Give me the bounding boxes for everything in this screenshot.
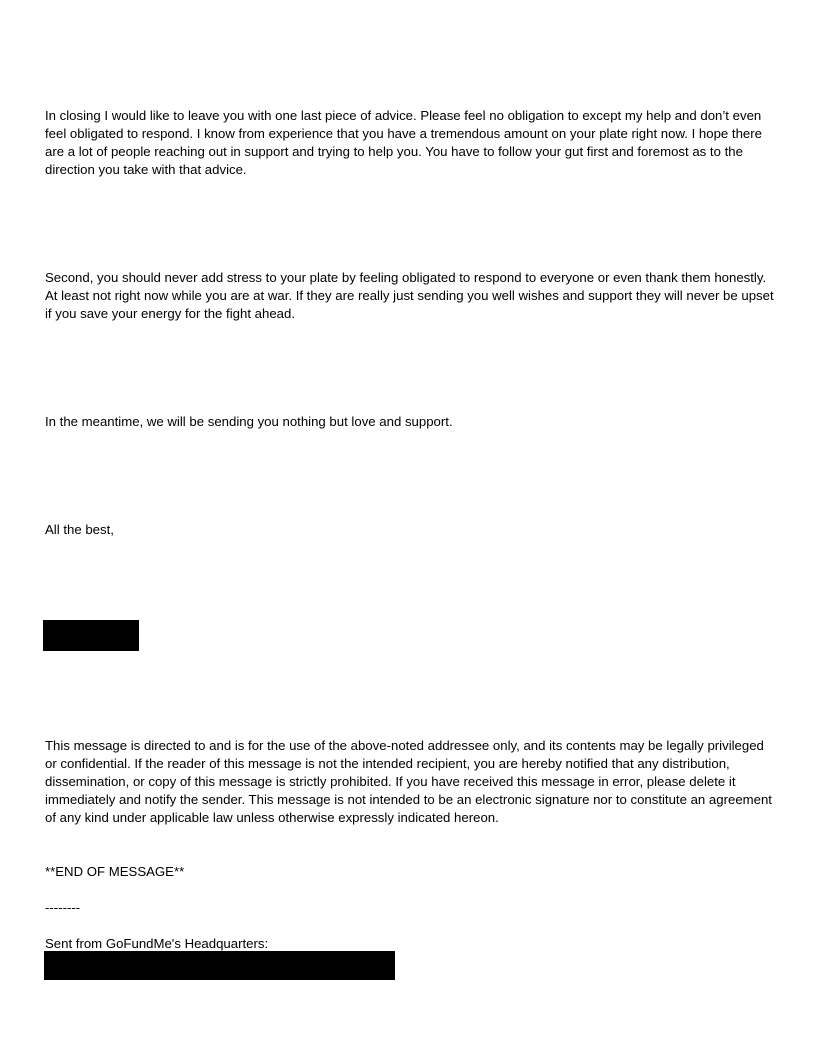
sign-off: All the best, [45, 522, 114, 537]
end-of-message-marker: **END OF MESSAGE** [45, 864, 185, 879]
redacted-signature-block [43, 620, 139, 651]
redacted-address-block [44, 951, 395, 980]
second-advice-paragraph: Second, you should never add stress to your plate by feeling obligated to respond to everyone or even thank them honestly. At least not right now while you are at war. If they are really just sending you well wishes and support they will never be upset if you save your energy for the fight ahead. [45, 270, 774, 321]
closing-paragraph: In closing I would like to leave you with one last piece of advice. Please feel no obligation to except my help and don’t even feel obligated to respond. I know from experience that you have a tremendous amount on your plate right now. I hope there are a lot of people reaching out in support and trying to help you. You have to follow your gut first and foremost as to the direction you take with that advice. [45, 108, 762, 177]
sent-from-label: Sent from GoFundMe's Headquarters: [45, 936, 269, 951]
confidentiality-disclaimer: This message is directed to and is for the use of the above-noted addressee only, and its contents may be legally privileged or confidential. If the reader of this message is not the intended recipient, you are hereby notified that any distribution, dissemination, or copy of this message is strictly prohibited. If you have received this message in error, please delete it immediately and notify the sender. This message is not intended to be an electronic signature nor to constitute an agreement of any kind under applicable law unless otherwise expressly indicated hereon. [45, 738, 772, 825]
meantime-paragraph: In the meantime, we will be sending you nothing but love and support. [45, 414, 453, 429]
divider-line: -------- [45, 900, 81, 915]
